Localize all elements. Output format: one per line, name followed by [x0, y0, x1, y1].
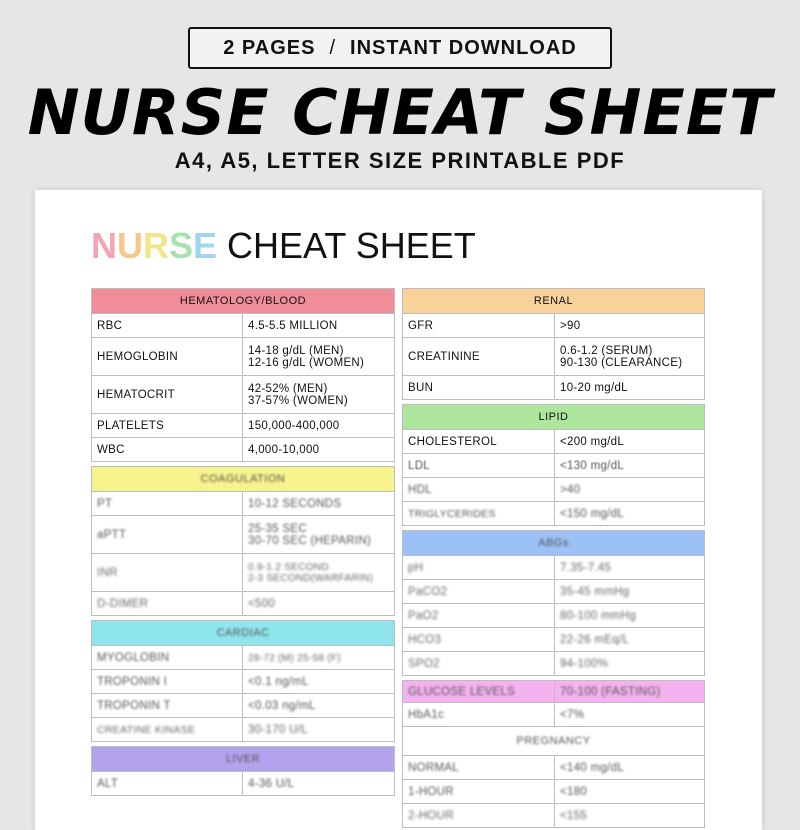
- table-row: [92, 516, 395, 554]
- row-value: 10-20 mg/dL: [555, 376, 705, 400]
- row-value: <0.1 ng/mL: [243, 670, 395, 694]
- row-label: HEMATOCRIT: [92, 376, 243, 414]
- row-value-line2: 30-70 SEC (HEPARIN): [248, 534, 372, 547]
- table-row: [92, 314, 395, 338]
- table-row: [92, 338, 395, 376]
- format-badge: [188, 27, 612, 69]
- row-label: WBC: [92, 438, 243, 462]
- row-label: CREATINE KINASE: [92, 718, 243, 742]
- table-row: [403, 556, 705, 580]
- table-row: [403, 478, 705, 502]
- row-label: PaO2: [403, 604, 555, 628]
- row-value: [555, 338, 705, 376]
- table-row: [403, 628, 705, 652]
- row-label: TROPONIN T: [92, 694, 243, 718]
- row-value: [243, 376, 395, 414]
- table-row: [403, 580, 705, 604]
- table-row: [403, 430, 705, 454]
- row-label: ALT: [92, 772, 243, 796]
- glucose-label: GLUCOSE LEVELS: [403, 681, 555, 703]
- title-letter: N: [91, 225, 117, 266]
- row-value-line2: 2-3 SECOND(WARFARIN): [248, 572, 374, 584]
- table-row: [403, 652, 705, 676]
- row-value: <180: [555, 780, 705, 804]
- row-label: TROPONIN I: [92, 670, 243, 694]
- row-label: HbA1c: [403, 703, 555, 727]
- section-header-pregnancy: PREGNANCY: [403, 727, 705, 756]
- row-value-line2: 12-16 g/dL (WOMEN): [248, 356, 365, 369]
- row-label: INR: [92, 554, 243, 592]
- badge-pages: 2 PAGES: [223, 36, 316, 59]
- table-row: [403, 804, 705, 828]
- sheet-title-rest: CHEAT SHEET: [227, 225, 476, 266]
- title-letter: R: [143, 225, 169, 266]
- row-value-line2: 37-57% (WOMEN): [248, 394, 349, 407]
- row-label: pH: [403, 556, 555, 580]
- row-label: aPTT: [92, 516, 243, 554]
- badge-separator: /: [329, 36, 337, 59]
- table-row: [92, 492, 395, 516]
- lab-table-left: [91, 288, 395, 796]
- row-label: RBC: [92, 314, 243, 338]
- row-value: <130 mg/dL: [555, 454, 705, 478]
- section-header-lipid: LIPID: [403, 405, 705, 430]
- row-value: 22-26 mEq/L: [555, 628, 705, 652]
- row-value: 4-36 U/L: [243, 772, 395, 796]
- cheat-sheet-page: [35, 190, 762, 830]
- table-row: [92, 554, 395, 592]
- row-value: <0.03 ng/mL: [243, 694, 395, 718]
- row-label: SPO2: [403, 652, 555, 676]
- row-label: 2-HOUR: [403, 804, 555, 828]
- row-value: 150,000-400,000: [243, 414, 395, 438]
- title-letter: S: [169, 225, 194, 266]
- row-value: >90: [555, 314, 705, 338]
- section-header-glucose: [403, 681, 705, 703]
- row-value: <140 mg/dL: [555, 756, 705, 780]
- table-row: [92, 592, 395, 616]
- sheet-title-colored: [91, 225, 227, 266]
- row-label: 1-HOUR: [403, 780, 555, 804]
- row-value: >40: [555, 478, 705, 502]
- row-value: 80-100 mmHg: [555, 604, 705, 628]
- row-value-line1: 0.6-1.2 (SERUM): [560, 344, 653, 357]
- table-row: [403, 756, 705, 780]
- row-value: 30-170 U/L: [243, 718, 395, 742]
- title-letter: U: [117, 225, 143, 266]
- row-value-line2: 90-130 (CLEARANCE): [560, 356, 683, 369]
- row-label: BUN: [403, 376, 555, 400]
- row-value: [243, 338, 395, 376]
- table-row: [92, 670, 395, 694]
- table-row: [92, 646, 395, 670]
- row-label: HCO3: [403, 628, 555, 652]
- left-column: [91, 288, 395, 796]
- sheet-title: [91, 226, 476, 266]
- row-label: D-DIMER: [92, 592, 243, 616]
- section-header-abgs: ABGs: [403, 531, 705, 556]
- row-label: NORMAL: [403, 756, 555, 780]
- row-value: <200 mg/dL: [555, 430, 705, 454]
- title-letter: E: [193, 225, 218, 266]
- row-value: 10-12 SECONDS: [243, 492, 395, 516]
- row-label: PT: [92, 492, 243, 516]
- row-label: CREATININE: [403, 338, 555, 376]
- row-value-line1: 42-52% (MEN): [248, 382, 328, 395]
- row-value-line1: 25-35 SEC: [248, 522, 307, 535]
- table-row: [403, 376, 705, 400]
- row-value: 94-100%: [555, 652, 705, 676]
- section-header-liver: LIVER: [92, 747, 395, 772]
- row-label: LDL: [403, 454, 555, 478]
- row-value: <155: [555, 804, 705, 828]
- row-value: 4.5-5.5 MILLION: [243, 314, 395, 338]
- table-row: [403, 703, 705, 727]
- row-value: 28-72 (M) 25-58 (F): [243, 646, 395, 670]
- row-value-line1: 0.9-1.2 SECOND: [248, 561, 329, 573]
- row-value: 35-45 mmHg: [555, 580, 705, 604]
- badge-download: INSTANT DOWNLOAD: [350, 36, 577, 59]
- section-header-cardiac: CARDIAC: [92, 621, 395, 646]
- row-value: <7%: [555, 703, 705, 727]
- row-label: PLATELETS: [92, 414, 243, 438]
- row-label: TRIGLYCERIDES: [403, 502, 555, 526]
- row-value: [243, 516, 395, 554]
- section-header-renal: RENAL: [403, 289, 705, 314]
- table-row: [403, 454, 705, 478]
- row-value: 7.35-7.45: [555, 556, 705, 580]
- row-label: GFR: [403, 314, 555, 338]
- table-row: [92, 414, 395, 438]
- row-label: HEMOGLOBIN: [92, 338, 243, 376]
- table-row: [403, 314, 705, 338]
- table-row: [403, 604, 705, 628]
- main-title: NURSE CHEAT SHEET: [27, 76, 773, 149]
- row-label: MYOGLOBIN: [92, 646, 243, 670]
- row-label: HDL: [403, 478, 555, 502]
- table-row: [92, 376, 395, 414]
- table-row: [92, 438, 395, 462]
- glucose-value: 70-100 (FASTING): [555, 681, 705, 703]
- row-label: PaCO2: [403, 580, 555, 604]
- row-label: CHOLESTEROL: [403, 430, 555, 454]
- row-value: <500: [243, 592, 395, 616]
- row-value-line1: 14-18 g/dL (MEN): [248, 344, 344, 357]
- section-header-coagulation: COAGULATION: [92, 467, 395, 492]
- section-header-hematology: HEMATOLOGY/BLOOD: [92, 289, 395, 314]
- right-column: [402, 288, 705, 828]
- table-row: [92, 718, 395, 742]
- row-value: 4,000-10,000: [243, 438, 395, 462]
- lab-table-right: [402, 288, 705, 828]
- subtitle: A4, A5, LETTER SIZE PRINTABLE PDF: [174, 148, 626, 173]
- table-row: [403, 338, 705, 376]
- table-row: [92, 694, 395, 718]
- table-row: [92, 772, 395, 796]
- row-value: <150 mg/dL: [555, 502, 705, 526]
- row-value: [243, 554, 395, 592]
- table-row: [403, 502, 705, 526]
